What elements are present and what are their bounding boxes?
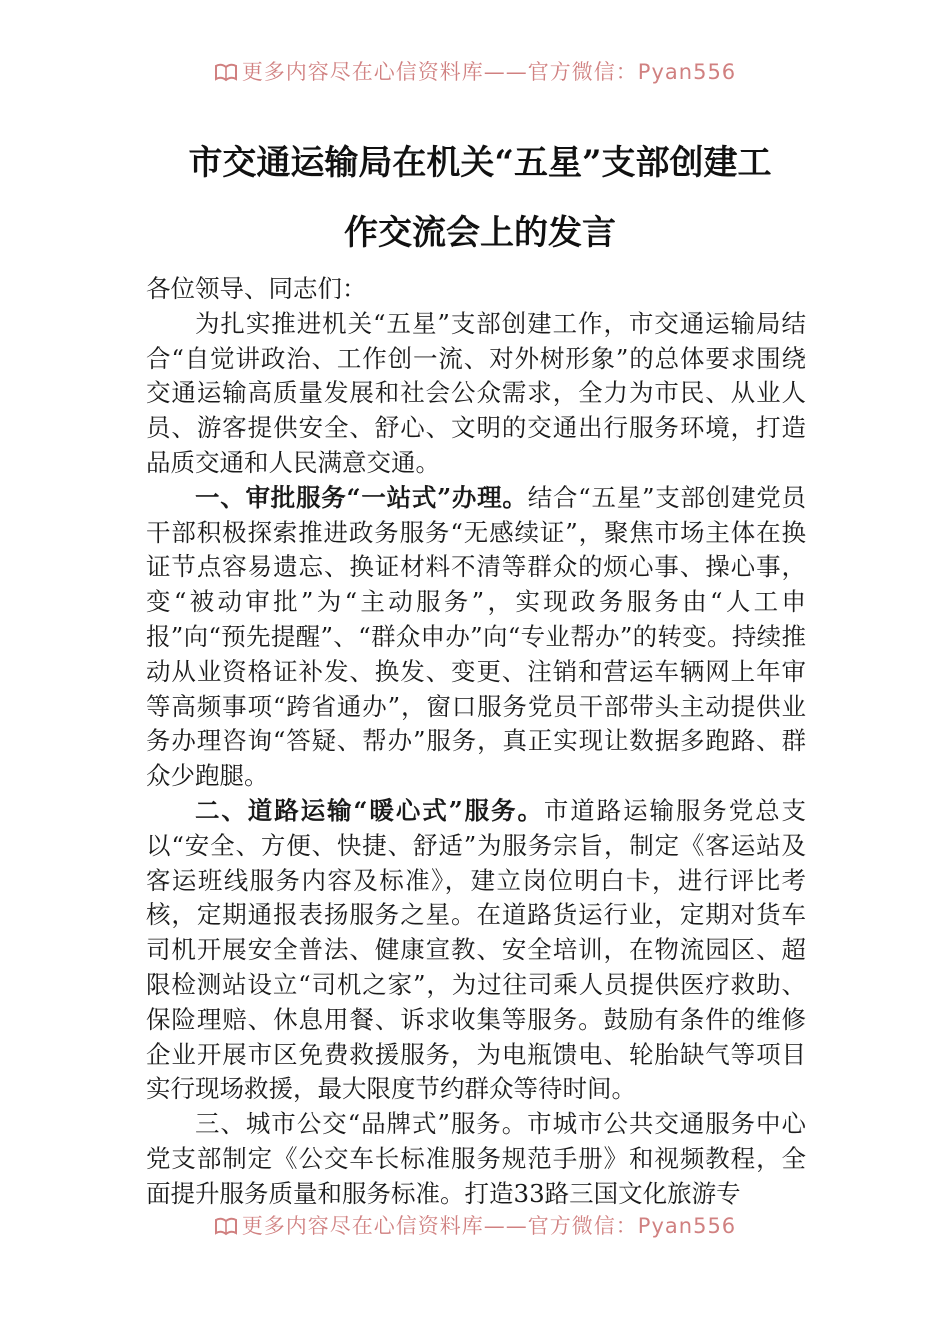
- document-title-line-1: 市交通运输局在机关“五星”支部创建工: [188, 143, 772, 183]
- section-heading-1: 一、审批服务“一站式”办理。: [195, 482, 528, 512]
- document-body: [146, 272, 806, 1212]
- section-paragraph-3: [146, 1107, 806, 1211]
- book-logo-icon: [214, 62, 238, 87]
- salutation: 各位领导、同志们：: [146, 274, 367, 303]
- section-paragraph-1: [146, 481, 806, 794]
- watermark-bottom: [0, 1210, 950, 1241]
- section-body-3: 市城市公共交通服务中心党支部制定《公交车长标准服务规范手册》和视频教程，全面提升服务质量和服务标准。打造33路三国文化旅游专: [146, 1109, 806, 1208]
- section-heading-2: 二、道路运输“暖心式”服务。: [195, 795, 544, 825]
- document-title-line-2: 作交流会上的发言: [344, 213, 616, 253]
- watermark-text: 更多内容尽在心信资料库——官方微信：Pyan556: [241, 1214, 737, 1238]
- section-body-1: 结合“五星”支部创建党员干部积极探索推进政务服务“无感续证”，聚焦市场主体在换证节点容易遗忘、换证材料不清等群众的烦心事、操心事，变“被动审批”为“主动服务”，实现政务服务由“人工申报”向“预先提醒”、“群众申办”向“专业帮办”的转变。持续推动从业资格证补发、换发、变更、注销和营运车辆网上年审等高频事项“跨省通办”，窗口服务党员干部带头主动提供业务办理咨询“答疑、帮办”服务，真正实现让数据多跑路、群众少跑腿。: [146, 482, 806, 791]
- book-logo-icon: [214, 1216, 238, 1241]
- section-paragraph-2: [146, 794, 806, 1107]
- section-heading-3: 三、城市公交“品牌式”服务。: [195, 1109, 528, 1139]
- watermark-top: [0, 56, 950, 87]
- intro-paragraph: 为扎实推进机关“五星”支部创建工作，市交通运输局结合“自觉讲政治、工作创一流、对外树形象”的总体要求围绕交通运输高质量发展和社会公众需求，全力为市民、从业人员、游客提供安全、舒心、文明的交通出行服务环境，打造品质交通和人民满意交通。: [146, 308, 806, 477]
- section-body-2: 市道路运输服务党总支以“安全、方便、快捷、舒适”为服务宗旨，制定《客运站及客运班线服务内容及标准》，建立岗位明白卡，进行评比考核，定期通报表扬服务之星。在道路货运行业，定期对货车司机开展安全普法、健康宣教、安全培训，在物流园区、超限检测站设立“司机之家”，为过往司乘人员提供医疗救助、保险理赔、休息用餐、诉求收集等服务。鼓励有条件的维修企业开展市区免费救援服务，为电瓶馈电、轮胎缺气等项目实行现场救援，最大限度节约群众等待时间。: [146, 795, 807, 1104]
- watermark-text: 更多内容尽在心信资料库——官方微信：Pyan556: [241, 60, 737, 84]
